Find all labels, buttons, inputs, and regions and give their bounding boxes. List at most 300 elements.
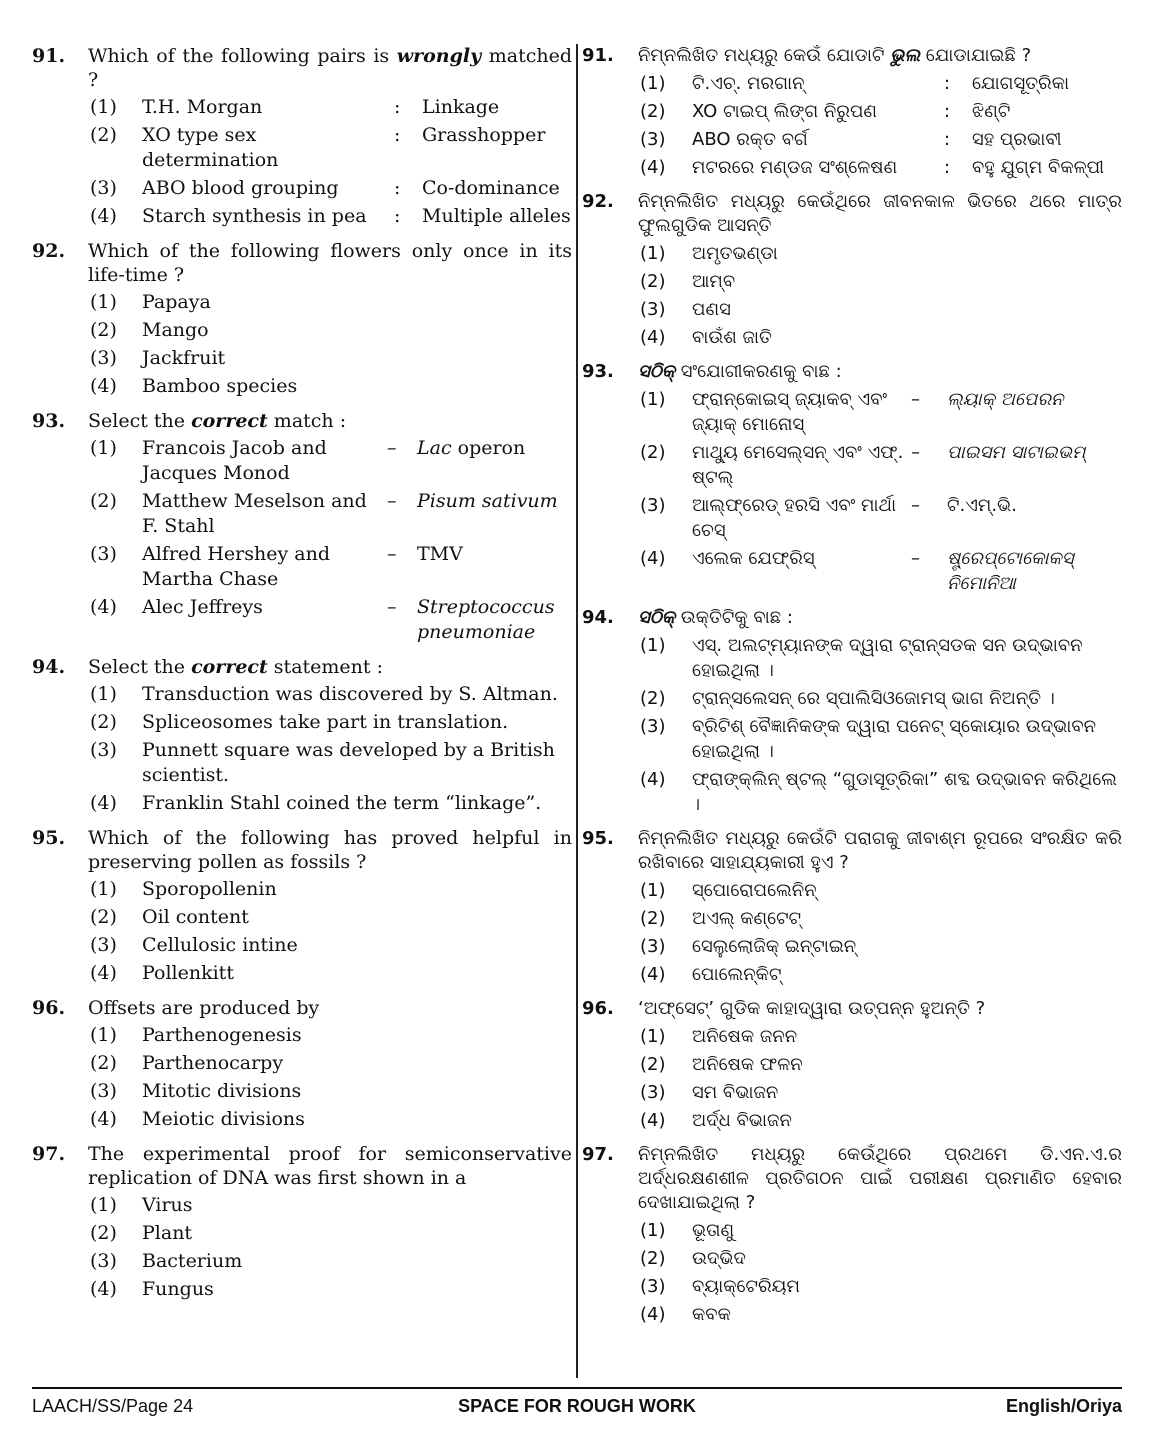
- option-number: (2): [640, 908, 666, 929]
- question-head: [32, 44, 572, 92]
- option: [90, 682, 572, 707]
- question-head: [32, 1142, 572, 1190]
- question-text-post: match :: [267, 410, 347, 432]
- option-text: ଅର୍ଦ୍ଧ ବିଭାଜନ: [692, 1110, 792, 1131]
- option: [640, 906, 1122, 931]
- question-text: [88, 409, 572, 433]
- option: [90, 123, 572, 173]
- option: [640, 1274, 1122, 1299]
- option: [640, 297, 1122, 322]
- option-text: Franklin Stahl coined the term “linkage”.: [142, 792, 542, 814]
- option-number: (3): [640, 1082, 666, 1103]
- option-text: Transduction was discovered by S. Altman.: [142, 683, 558, 705]
- question-text-pre: Which of the following pairs is: [88, 45, 397, 67]
- option-right-italic: ଷ୍ଟ୍ରେପ୍ଟୋକୋକସ୍ ନିମୋନିଆ: [947, 548, 1074, 594]
- option: [640, 325, 1122, 350]
- option-number: (1): [640, 880, 666, 901]
- option-separator: –: [387, 543, 397, 565]
- option-number: (2): [90, 906, 117, 928]
- option: [90, 204, 572, 229]
- option: [640, 1246, 1122, 1271]
- option: [640, 241, 1122, 266]
- option: [640, 934, 1122, 959]
- option-number: (4): [640, 1110, 666, 1131]
- option-number: (1): [640, 243, 666, 264]
- question-text: [88, 655, 572, 679]
- question-text-pre: The experimental proof for semiconservative replication of DNA was first shown in a: [88, 1143, 572, 1189]
- option-list: [640, 878, 1122, 987]
- option-number: (3): [640, 299, 666, 320]
- option-number: (4): [640, 157, 666, 178]
- option-text: ସେଲୁଲୋଜିକ୍ ଇନ୍‌ଟାଇନ୍: [692, 936, 857, 957]
- option: [90, 877, 572, 902]
- question: [582, 44, 1122, 180]
- option-text: Mitotic divisions: [142, 1080, 302, 1102]
- question-text: [638, 44, 1122, 68]
- option-text: Meiotic divisions: [142, 1108, 305, 1130]
- option-number: (4): [90, 792, 117, 814]
- option-text: ଏସ୍. ଅଲଟ୍‌ମ୍ୟାନଙ୍କ ଦ୍ୱାରା ଟ୍ରାନ୍ସଡକ ସନ ଉଦ୍ଭାବନ ହୋଇଥିଲା ।: [692, 635, 1083, 681]
- option: [640, 767, 1122, 817]
- option-number: (2): [640, 442, 666, 463]
- question-number: 97.: [582, 1144, 614, 1165]
- option: [640, 714, 1122, 764]
- option-list: [90, 682, 572, 816]
- option-left: ABO ରକ୍ତ ବର୍ଗ: [692, 129, 808, 150]
- option-right-italic: Pisum sativum: [417, 490, 558, 512]
- option-text: ସମ ବିଭାଜନ: [692, 1082, 779, 1103]
- question-text: [638, 606, 1122, 630]
- question-text: [638, 827, 1122, 875]
- option-right: Multiple alleles: [422, 205, 571, 227]
- option-right: Linkage: [422, 96, 500, 118]
- option-number: (1): [90, 1024, 117, 1046]
- option-number: (3): [90, 1250, 117, 1272]
- option-number: (3): [90, 934, 117, 956]
- option-left: ମଟରରେ ମଣ୍ଡଜ ସଂଶ୍ଳେଷଣ: [692, 157, 898, 178]
- option-right: [947, 387, 1122, 437]
- option-text: Papaya: [142, 291, 211, 313]
- option: [90, 436, 572, 486]
- question-head: [582, 997, 1122, 1021]
- question-number: 94.: [32, 656, 66, 678]
- option-number: (1): [90, 878, 117, 900]
- option-number: (4): [90, 962, 117, 984]
- option-number: (1): [90, 291, 117, 313]
- option-text: ଅମୃତଭଣ୍ଡା: [692, 243, 778, 264]
- question-number: 91.: [32, 45, 66, 67]
- option-list: [90, 436, 572, 645]
- question-text-pre: ନିମ୍ନଲିଖିତ ମଧ୍ୟରୁ କେଉଁଥିରେ ପ୍ରଥମେ ଡି.ଏନ.ଏ.ର ଅର୍ଦ୍ଧରକ୍ଷଣଶୀଳ ପ୍ରତିଗଠନ ପାଇଁ ପରୀକ୍ଷଣ ପ୍ରମାଣିତ ହେବାର ଦେଖାଯାଇଥିଲା ?: [638, 1144, 1122, 1213]
- option-right-italic: ଲ୍ୟାକ୍ ଅପେରନ: [947, 389, 1064, 410]
- option-left: ମାଥ୍ୟୁ ମେସେଲ୍‌ସନ୍ ଏବଂ ଏଫ୍. ଷ୍ଟଲ୍: [692, 442, 904, 488]
- option: [90, 1277, 572, 1302]
- option-text: ଫ୍ରାଙ୍କ୍‌ଲିନ୍ ଷ୍ଟଲ୍ “ଗୁଡାସୂତ୍ରିକା” ଶବ୍ଦ ଉଦ୍ଭାବନ କରିଥିଲେ ।: [692, 769, 1117, 815]
- option-number: (4): [640, 964, 666, 985]
- option-number: (3): [640, 129, 666, 150]
- option-separator: :: [944, 129, 951, 150]
- option-list: [640, 241, 1122, 350]
- option-right: [947, 493, 1122, 543]
- question-text: [88, 996, 572, 1020]
- question-number: 91.: [582, 45, 614, 66]
- option-text: ଭୂତାଣୁ: [692, 1220, 735, 1241]
- option: [90, 290, 572, 315]
- question: [32, 1142, 572, 1302]
- option-number: (2): [90, 1052, 117, 1074]
- option-right: ବହୁ ଯୁଗ୍ମ ବିକଳ୍ପୀ: [972, 157, 1105, 178]
- option-right: [417, 436, 572, 486]
- option-list: [640, 1218, 1122, 1327]
- option-separator: :: [394, 124, 401, 146]
- question-text-post: matched ?: [88, 45, 572, 91]
- option-left: Francois Jacob and Jacques Monod: [142, 437, 327, 484]
- option-text: Bamboo species: [142, 375, 298, 397]
- option-right-italic: Streptococcus pneumoniae: [417, 596, 555, 643]
- option-right: [417, 489, 572, 539]
- option-number: (4): [90, 1278, 117, 1300]
- option-right: Co-dominance: [422, 177, 560, 199]
- option-number: (1): [90, 683, 117, 705]
- question: [32, 655, 572, 816]
- option-number: (1): [640, 389, 666, 410]
- question-head: [582, 606, 1122, 630]
- option: [640, 387, 1122, 437]
- option: [90, 961, 572, 986]
- option-number: (3): [90, 543, 117, 565]
- question: [32, 44, 572, 229]
- question: [582, 997, 1122, 1133]
- option-separator: –: [387, 437, 397, 459]
- question-text-post: ସଂଯୋଗୀକରଣକୁ ବାଛ :: [675, 361, 842, 382]
- option-right: [947, 440, 1122, 490]
- option-left: ଆଲ୍‌ଫ୍ରେଡ୍ ହରସି ଏବଂ ମାର୍ଥା ଚେସ୍: [692, 495, 897, 541]
- option-number: (1): [90, 96, 117, 118]
- option-right: [947, 546, 1122, 596]
- option: [640, 1218, 1122, 1243]
- option-number: (1): [640, 73, 666, 94]
- option-number: (1): [90, 1194, 117, 1216]
- option-text: Oil content: [142, 906, 249, 928]
- option: [640, 962, 1122, 987]
- option-text: ଅନିଷେକ ଫଳନ: [692, 1054, 803, 1075]
- question-head: [32, 655, 572, 679]
- question-text-post: statement :: [267, 656, 383, 678]
- option-number: (3): [90, 347, 117, 369]
- option-number: (2): [640, 1054, 666, 1075]
- option: [640, 269, 1122, 294]
- option-number: (2): [90, 1222, 117, 1244]
- option-number: (4): [640, 327, 666, 348]
- option: [640, 633, 1122, 683]
- option-text: ପୋଲେନ୍‌କିଟ୍: [692, 964, 782, 985]
- option: [90, 95, 572, 120]
- question-head: [582, 360, 1122, 384]
- question: [32, 996, 572, 1132]
- option-right: [417, 595, 572, 645]
- question: [32, 409, 572, 645]
- option-text: Jackfruit: [142, 347, 226, 369]
- option: [90, 318, 572, 343]
- option: [640, 493, 1122, 543]
- question-text: [638, 1143, 1122, 1215]
- option-number: (4): [640, 769, 666, 790]
- option-list: [640, 1024, 1122, 1133]
- option-left: ଫ୍ରାନ୍‌କୋଇସ୍ ଜ୍ୟାକବ୍ ଏବଂ ଜ୍ୟାକ୍ ମୋନୋସ୍: [692, 389, 888, 435]
- option-number: (4): [640, 548, 666, 569]
- option-text: ପଣସ: [692, 299, 731, 320]
- option-text: Cellulosic intine: [142, 934, 298, 956]
- option: [90, 1107, 572, 1132]
- option-number: (3): [90, 1080, 117, 1102]
- option: [640, 1052, 1122, 1077]
- option-number: (2): [90, 711, 117, 733]
- question-emphasis: ଭୁଲ: [890, 45, 920, 66]
- question: [582, 360, 1122, 596]
- option-separator: :: [394, 96, 401, 118]
- option-text: ବ୍ରିଟିଶ୍ ବୈଜ୍ଞାନିକଙ୍କ ଦ୍ୱାରା ପନେଟ୍ ସ୍କୋୟାର ଉଦ୍ଭାବନ ହୋଇଥିଲା ।: [692, 716, 1097, 762]
- option-text: Bacterium: [142, 1250, 243, 1272]
- question-emphasis: ସଠିକ୍: [638, 361, 676, 382]
- question-text: [88, 1142, 572, 1190]
- option-text: ବ୍ୟାକ୍‌ଟେରିୟମ: [692, 1276, 800, 1297]
- question: [32, 239, 572, 399]
- option-right-italic: Lac: [417, 437, 452, 459]
- question-head: [582, 190, 1122, 238]
- question-head: [32, 409, 572, 433]
- option-text: Mango: [142, 319, 209, 341]
- option-left: T.H. Morgan: [142, 96, 263, 118]
- option-number: (4): [90, 375, 117, 397]
- option: [640, 127, 1122, 152]
- question-number: 95.: [582, 828, 614, 849]
- question-head: [582, 827, 1122, 875]
- question: [32, 826, 572, 986]
- english-column: [32, 44, 572, 1312]
- question-text-pre: ନିମ୍ନଲିଖିତ ମଧ୍ୟରୁ କେଉଁଟି ପରାଗକୁ ଜୀବାଶ୍ମ ରୂପରେ ସଂରକ୍ଷିତ କରି ରଖିବାରେ ସାହାଯ୍ୟକାରୀ ହୁଏ ?: [638, 828, 1122, 873]
- question-text-pre: ନିମ୍ନଲିଖିତ ମଧ୍ୟରୁ କେଉଁ ଯୋଡାଟି: [638, 45, 891, 66]
- option-text: Punnett square was developed by a British scientist.: [142, 739, 555, 786]
- option-right: [417, 542, 572, 592]
- option-left: XO type sex determination: [142, 124, 279, 171]
- option-list: [90, 290, 572, 399]
- question-number: 96.: [32, 997, 66, 1019]
- option-number: (2): [90, 124, 117, 146]
- option-number: (2): [640, 271, 666, 292]
- option-separator: :: [394, 177, 401, 199]
- footer-rule: [32, 1387, 1122, 1389]
- question: [582, 190, 1122, 350]
- option: [90, 1249, 572, 1274]
- option-text: ଅଏଲ୍ କଣ୍ଟେଟ୍: [692, 908, 802, 929]
- option-separator: –: [911, 548, 920, 569]
- option: [90, 1023, 572, 1048]
- page-code: LAACH/SS/Page 24: [32, 1396, 194, 1416]
- option-list: [640, 387, 1122, 596]
- option: [90, 595, 572, 645]
- question-number: 92.: [582, 191, 614, 212]
- option-number: (1): [640, 1026, 666, 1047]
- option: [90, 489, 572, 539]
- option-separator: –: [387, 596, 397, 618]
- option: [90, 1221, 572, 1246]
- option-text: Pollenkitt: [142, 962, 234, 984]
- question-text-pre: Select the: [88, 410, 192, 432]
- question-text-pre: Offsets are produced by: [88, 997, 320, 1019]
- option-separator: :: [944, 101, 951, 122]
- question-text-pre: Select the: [88, 656, 192, 678]
- option: [640, 71, 1122, 96]
- question-number: 97.: [32, 1143, 66, 1165]
- option-number: (4): [90, 596, 117, 618]
- question-head: [32, 996, 572, 1020]
- option: [90, 1079, 572, 1104]
- question-text: [638, 997, 1122, 1021]
- option-separator: :: [944, 73, 951, 94]
- option-left: Matthew Meselson and F. Stahl: [142, 490, 367, 537]
- question: [582, 1143, 1122, 1327]
- question-head: [32, 239, 572, 287]
- question-head: [582, 44, 1122, 68]
- question-text-pre: ‘ଅଫ୍‌ସେଟ୍’ ଗୁଡିକ କାହାଦ୍ୱାରା ଉତ୍ପନ୍ନ ହୁଅନ୍ତି ?: [638, 998, 986, 1019]
- option-left: XO ଟାଇପ୍ ଲିଙ୍ଗ ନିରୁପଣ: [692, 101, 878, 122]
- option-text: କବକ: [692, 1304, 731, 1325]
- option-number: (4): [90, 205, 117, 227]
- option-number: (2): [640, 688, 666, 709]
- option-separator: –: [911, 442, 920, 463]
- option-left: ABO blood grouping: [142, 177, 339, 199]
- option-right-plain: TMV: [417, 543, 463, 565]
- question-emphasis: correct: [191, 410, 268, 432]
- option: [90, 374, 572, 399]
- option: [90, 1051, 572, 1076]
- option-list: [90, 1193, 572, 1302]
- option-separator: –: [911, 389, 920, 410]
- rough-work-label: SPACE FOR ROUGH WORK: [458, 1396, 696, 1416]
- option-number: (4): [90, 1108, 117, 1130]
- option: [90, 791, 572, 816]
- question-emphasis: wrongly: [396, 45, 482, 67]
- question-text-pre: Which of the following has proved helpful in preserving pollen as fossils ?: [88, 827, 572, 873]
- language-label: English/Oriya: [1005, 1396, 1122, 1416]
- option-number: (1): [90, 437, 117, 459]
- option-text: ଉଦ୍ଭିଦ: [692, 1248, 746, 1269]
- option-text: Spliceosomes take part in translation.: [142, 711, 509, 733]
- option-number: (3): [90, 739, 117, 761]
- option: [640, 1302, 1122, 1327]
- option-list: [90, 1023, 572, 1132]
- option-list: [640, 633, 1122, 817]
- question-number: 96.: [582, 998, 614, 1019]
- option-text: ଅନିଷେକ ଜନନ: [692, 1026, 798, 1047]
- option-number: (1): [640, 1220, 666, 1241]
- option-number: (3): [90, 177, 117, 199]
- option: [90, 346, 572, 371]
- option-text: Sporopollenin: [142, 878, 277, 900]
- option: [640, 99, 1122, 124]
- option: [640, 440, 1122, 490]
- option-right-plain: operon: [451, 437, 526, 459]
- option-text: Fungus: [142, 1278, 214, 1300]
- question-text-pre: Which of the following flowers only once in its life-time ?: [88, 240, 572, 286]
- option-text: ଟ୍ରାନ୍ସଲେସନ୍ ରେ ସ୍ପାଲିସିଓଜୋମସ୍ ଭାଗ ନିଅନ୍ତି ।: [692, 688, 1055, 709]
- question: [582, 827, 1122, 987]
- option-left: Alfred Hershey and Martha Chase: [142, 543, 330, 590]
- option-number: (1): [640, 635, 666, 656]
- option-list: [90, 877, 572, 986]
- option-left: ଟି.ଏଚ୍. ମରଗାନ୍: [692, 73, 805, 94]
- option-right-italic: ପାଇସମ ସାଟାଇଭମ୍: [947, 442, 1086, 463]
- option-right-plain: ଟି.ଏମ୍.ଭି.: [947, 495, 1017, 516]
- question-number: 93.: [32, 410, 66, 432]
- option-number: (2): [640, 1248, 666, 1269]
- option-separator: :: [944, 157, 951, 178]
- option-text: ଆମ୍ବ: [692, 271, 736, 292]
- option: [640, 686, 1122, 711]
- option-number: (3): [640, 495, 666, 516]
- question-text-post: ଯୋଡାଯାଇଛି ?: [919, 45, 1032, 66]
- option-number: (3): [640, 936, 666, 957]
- option-text: ବାଉଁଶ ଜାତି: [692, 327, 772, 348]
- question-text: [638, 190, 1122, 238]
- question-number: 94.: [582, 607, 614, 628]
- option-right: ଝିଣ୍ଟି: [972, 101, 1011, 122]
- question-text: [88, 239, 572, 287]
- option-right: ଯୋଗସୂତ୍ରିକା: [972, 73, 1070, 94]
- column-divider: [576, 44, 578, 1378]
- option: [640, 1024, 1122, 1049]
- option-separator: :: [394, 205, 401, 227]
- option-left: Starch synthesis in pea: [142, 205, 367, 227]
- question-head: [582, 1143, 1122, 1215]
- question-number: 92.: [32, 240, 66, 262]
- option-text: Parthenogenesis: [142, 1024, 302, 1046]
- option-text: Virus: [142, 1194, 193, 1216]
- option: [90, 738, 572, 788]
- option: [640, 878, 1122, 903]
- question-text: [638, 360, 1122, 384]
- option-list: [90, 95, 572, 229]
- question-emphasis: ସଠିକ୍: [638, 607, 676, 628]
- question: [582, 606, 1122, 817]
- option-number: (2): [90, 319, 117, 341]
- option-list: [640, 71, 1122, 180]
- option-text: Plant: [142, 1222, 193, 1244]
- option: [90, 1193, 572, 1218]
- question-text-post: ଉକ୍ତିଟିକୁ ବାଛ :: [675, 607, 793, 628]
- question-number: 93.: [582, 361, 614, 382]
- option: [640, 1108, 1122, 1133]
- option-right: ସହ ପ୍ରଭାବୀ: [972, 129, 1062, 150]
- question-head: [32, 826, 572, 874]
- option: [90, 542, 572, 592]
- question-emphasis: correct: [191, 656, 268, 678]
- option: [640, 155, 1122, 180]
- oriya-column: [582, 44, 1122, 1337]
- option: [640, 1080, 1122, 1105]
- option: [90, 710, 572, 735]
- option-right: Grasshopper: [422, 124, 546, 146]
- option-number: (2): [90, 490, 117, 512]
- option: [640, 546, 1122, 596]
- option-text: Parthenocarpy: [142, 1052, 284, 1074]
- option-separator: –: [911, 495, 920, 516]
- option-separator: –: [387, 490, 397, 512]
- question-number: 95.: [32, 827, 66, 849]
- option-number: (3): [640, 716, 666, 737]
- question-text-pre: ନିମ୍ନଲିଖିତ ମଧ୍ୟରୁ କେଉଁଥିରେ ଜୀବନକାଳ ଭିତରେ ଥରେ ମାତ୍ର ଫୁଲଗୁଡିକ ଆସନ୍ତି: [638, 191, 1122, 236]
- option: [90, 933, 572, 958]
